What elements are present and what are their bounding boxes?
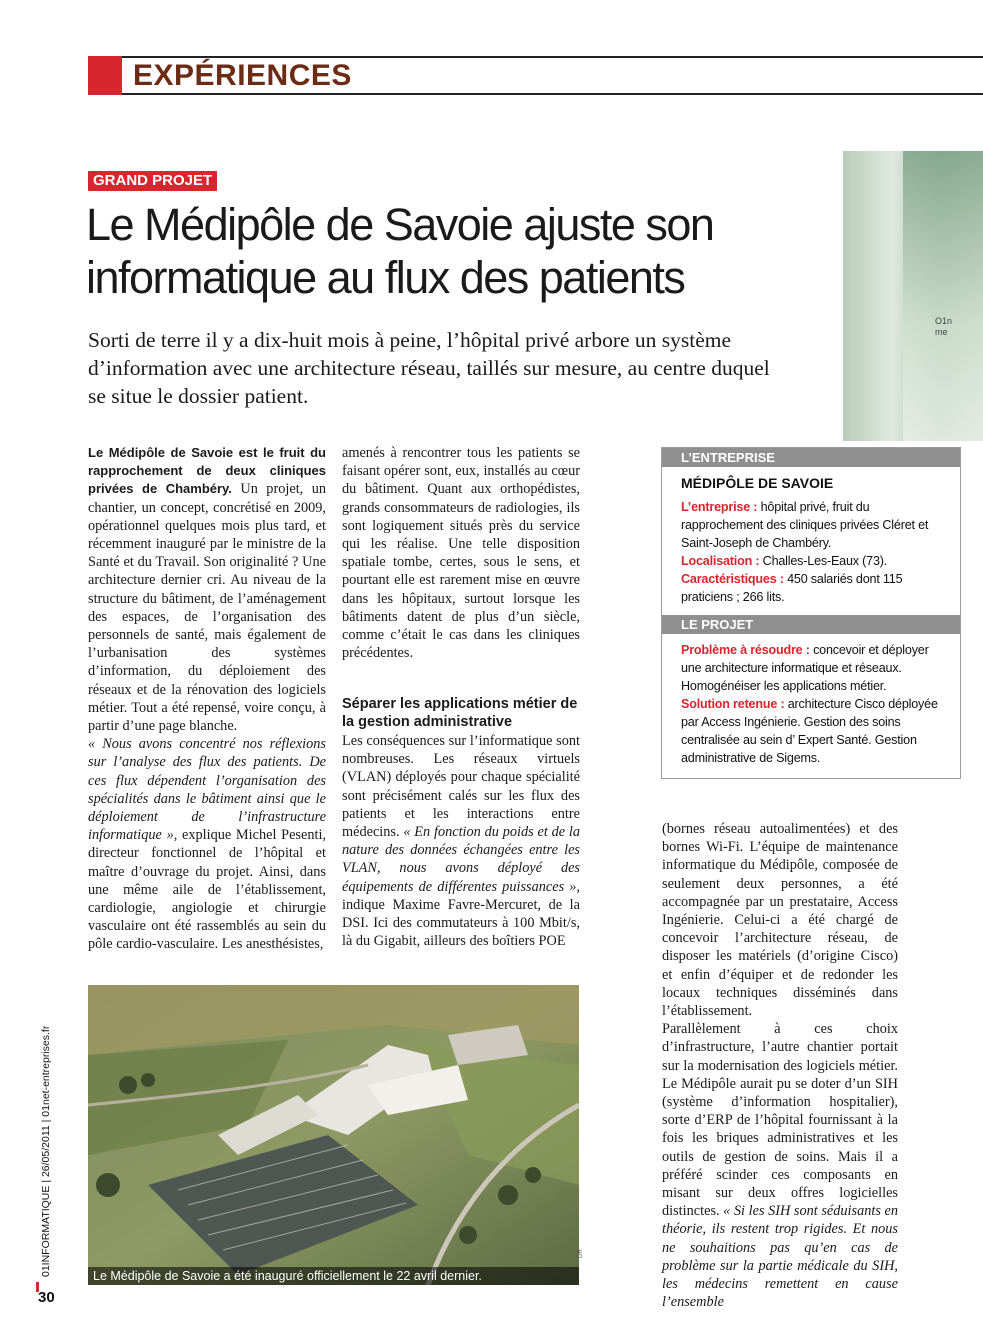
- page-number: 30: [38, 1289, 55, 1306]
- glass-facade: [903, 151, 983, 441]
- fact-value: architecture Cisco déployée par Access Ingénierie. Gestion des soins centralisée au sein d’ Expert Santé. Gestion administrative de Sigems.: [681, 697, 938, 765]
- col2-text-2: Les conséquences sur l’informatique sont nombreuses. Les réseaux virtuels (VLAN) déployés pour chaque spécialité sont précisément calés sur les flux des patients et les interactions entre médecins.: [342, 733, 580, 841]
- fact-key: Localisation :: [681, 554, 760, 568]
- body-column-2: [342, 444, 580, 662]
- fact-box: [661, 447, 961, 779]
- photo-sign-line-1: O1n: [935, 316, 953, 326]
- photo-credit: DR: [578, 1249, 584, 1258]
- fact-box-projet-text: [681, 641, 951, 767]
- building-photo-strip: [843, 151, 983, 441]
- fact-key: Solution retenue :: [681, 697, 785, 711]
- fact-value: 450 salariés dont 115 praticiens ; 266 lits.: [681, 572, 903, 604]
- col3-text-1: (bornes réseau autoalimentées) et des bornes Wi-Fi. L’équipe de maintenance informatique du Médipôle, composée de seulement deux personnes, a été accompagnée par un prestataire, Access Ingénierie. Celui-ci a été chargé de concevoir l’architecture réseau, de disposer les matériels (d’origine Cisco) et enfin d’équiper et de redonder les locaux techniques disséminés dans l’établissement.: [662, 821, 898, 1020]
- fact-item: [681, 552, 951, 570]
- body-column-1: [88, 444, 326, 954]
- fact-item: [681, 641, 951, 695]
- headline-line-1: Le Médipôle de Savoie ajuste son: [86, 199, 714, 250]
- lead-paragraph: Le Médipôle de Savoie est le fruit du rapprochement de deux cliniques privées de Chambéry.: [88, 445, 326, 497]
- standfirst: Sorti de terre il y a dix-huit mois à peine, l’hôpital privé arbore un système d’information avec une architecture réseau, taillés sur mesure, au centre duquel se situe le dossier patient.: [88, 328, 770, 408]
- body-column-3: [662, 820, 898, 1311]
- col3-quote: « Si les SIH sont séduisants en théorie, ils restent trop rigides. Et nous ne souhaitions pas qu’en cas de problème sur la partie médicale du SIH, les médecins remettent en cause l’ensemble: [662, 1203, 898, 1311]
- section-title: EXPÉRIENCES: [133, 59, 352, 92]
- body-column-2-continued: [342, 732, 580, 950]
- section-color-block: [88, 56, 122, 95]
- fact-value: concevoir et déployer une architecture informatique et réseaux. Homogénéiser les applications métier.: [681, 643, 929, 693]
- fact-value: Challes-Les-Eaux (73).: [759, 554, 888, 568]
- photo-sign-line-2: me: [935, 327, 948, 337]
- fact-box-entreprise-text: [681, 498, 951, 606]
- fact-item: [681, 695, 951, 767]
- subheading: Séparer les applications métier de la gestion administrative: [342, 696, 578, 730]
- col1-quote: « Nous avons concentré nos réflexions sur l’analyse des flux des patients. De ces flux dépendent l’organisation des spécialités dans le bâtiment ainsi que le déploiement de l’infrastructure informatique »: [88, 736, 326, 844]
- fact-key: Caractéristiques :: [681, 572, 784, 586]
- kicker-label: GRAND PROJET: [88, 171, 217, 191]
- col2-text-3: , indique Maxime Favre-Mercuret, de la DSI. Ici des commutateurs à 100 Mbit/s, là du Gigabit, ailleurs des boîtiers POE: [342, 878, 580, 950]
- col2-quote: « En fonction du poids et de la nature des données échangées entre les VLAN, nous avons déployé des équipements de différentes puissances »: [342, 824, 580, 895]
- headline: [86, 198, 806, 304]
- fact-value: hôpital privé, fruit du rapprochement des cliniques privées Cléret et Saint-Joseph de Chambéry.: [681, 500, 929, 550]
- fact-key: Problème à résoudre :: [681, 643, 810, 657]
- aerial-photo-illustration: [88, 985, 579, 1285]
- fact-key: L’entreprise :: [681, 500, 758, 514]
- headline-line-2: informatique au flux des patients: [86, 252, 685, 303]
- col2-text-1: amenés à rencontrer tous les patients se faisant opérer sont, eux, installés au cœur du bâtiment. Quant aux orthopédistes, grands consommateurs de radiologies, ils sont logiquement situés près du service qui les réalise. Une telle disposition spatiale tombe, certes, sous le sens, et pourtant elle est rarement mise en œuvre dans les hôpitaux, surtout lorsque les bâtiments datent de plus d’un siècle, comme c’était le cas dans les cliniques précédentes.: [342, 445, 580, 662]
- col1-text-2: , explique Michel Pesenti, directeur fonctionnel de l’hôpital et maître d’ouvrage du projet. Ainsi, dans une même aile de l’établissement, cardiologie, angiologie et chirurgie vasculaire ont été rassemblés au sein du pôle cardio-vasculaire. Les anesthésistes,: [88, 827, 326, 953]
- col3-text-2: Parallèlement à ces choix d’infrastructure, l’autre chantier portait sur la modernisation des logiciels métier. Le Médipôle aurait pu se doter d’un SIH (système d’information hospitalier), sorte d’ERP de l’hôpital fournissant à la fois les briques administratives et les outils de gestion de soins. Mais il a préféré scinder ces composants en misant sur deux offres logicielles distinctes.: [662, 1021, 898, 1220]
- aerial-photo: [88, 985, 579, 1285]
- fact-box-company-name: MÉDIPÔLE DE SAVOIE: [681, 475, 834, 491]
- fact-box-entreprise-header: L’ENTREPRISE: [662, 448, 960, 467]
- fact-item: [681, 570, 951, 606]
- photo-sign-text: [935, 316, 952, 338]
- photo-caption: Le Médipôle de Savoie a été inauguré officiellement le 22 avril dernier.: [88, 1267, 579, 1285]
- fact-box-projet-header: LE PROJET: [662, 615, 960, 634]
- running-footer: 01INFORMATIQUE | 26/05/2011 | 01net-entreprises.fr: [40, 1025, 52, 1277]
- fact-item: [681, 498, 951, 552]
- col1-text-1: Un projet, un chantier, un concept, concrétisé en 2009, opérationnel quelques mois plus tard, et récemment inauguré par le ministre de la Santé et du Travail. Son originalité ? Une architecture dernier cri. Au niveau de la structure du bâtiment, de l’aménagement des espaces, de l’organisation des personnels de santé, mais également de l’urbanisation des systèmes d’information, du déploiement des réseaux et de la rénovation des logiciels métier. Tout a été repensé, voire conçu, à partir d’une page blanche.: [88, 481, 326, 735]
